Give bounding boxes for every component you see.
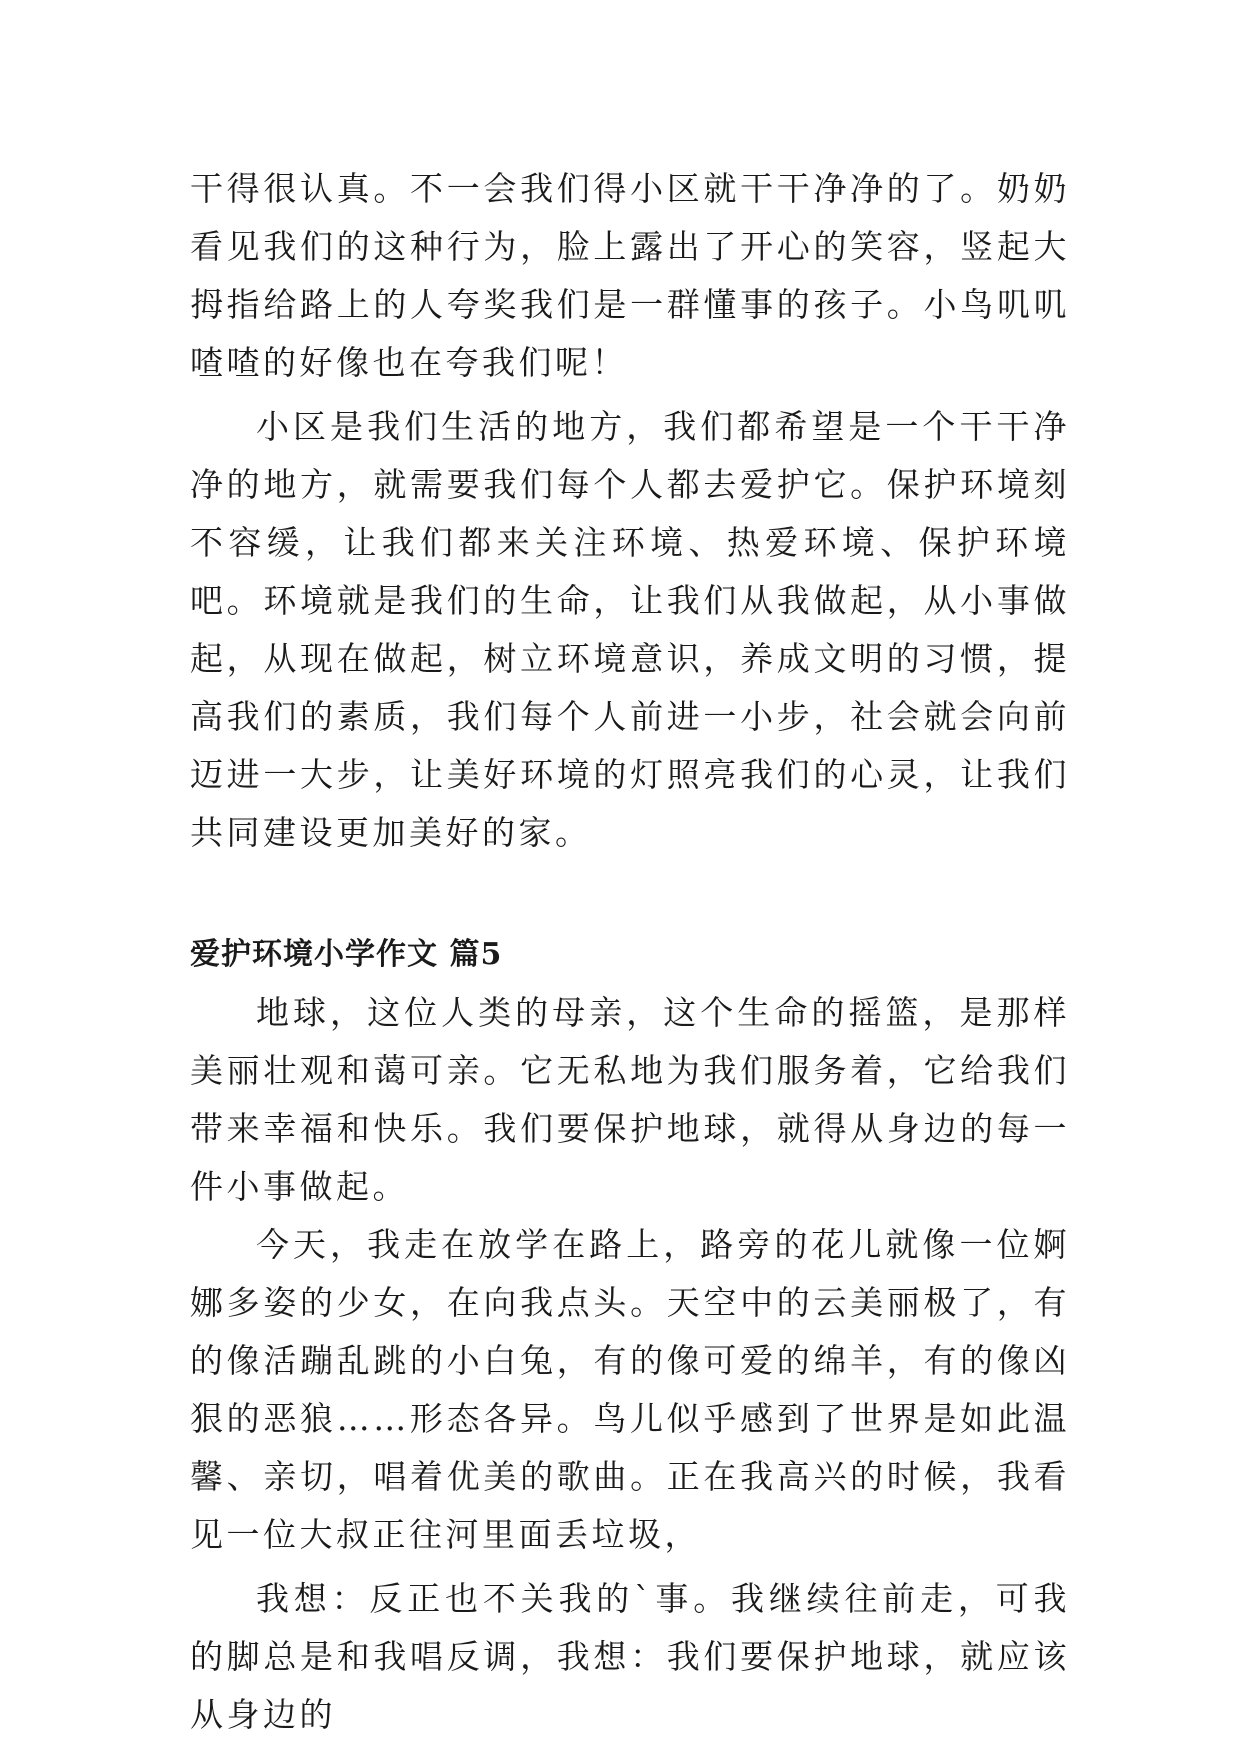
- section-heading: 爱护环境小学作文 篇5: [190, 937, 503, 972]
- body-paragraph: 地球，这位人类的母亲，这个生命的摇篮，是那样美丽壮观和蔼可亲。它无私地为我们服务着，它给我们带来幸福和快乐。我们要保护地球，就得从身边的每一件小事做起。: [190, 993, 1070, 1206]
- intro-paragraph: 干得很认真。不一会我们得小区就干干净净的了。奶奶看见我们的这种行为，脸上露出了开心的笑容，竖起大拇指给路上的人夸奖我们是一群懂事的孩子。小鸟叽叽喳喳的好像也在夸我们呢！: [190, 169, 1070, 382]
- body-paragraph: 今天，我走在放学在路上，路旁的花儿就像一位婀娜多姿的少女，在向我点头。天空中的云美丽极了，有的像活蹦乱跳的小白兔，有的像可爱的绵羊，有的像凶狠的恶狼……形态各异。鸟儿似乎感到了世界是如此温馨、亲切，唱着优美的歌曲。正在我高兴的时候，我看见一位大叔正往河里面丢垃圾，: [190, 1225, 1070, 1554]
- conclusion-paragraph: 小区是我们生活的地方，我们都希望是一个干干净净的地方，就需要我们每个人都去爱护它。保护环境刻不容缓，让我们都来关注环境、热爱环境、保护环境吧。环境就是我们的生命，让我们从我做起，从小事做起，从现在做起，树立环境意识，养成文明的习惯，提高我们的素质，我们每个人前进一小步，社会就会向前迈进一大步，让美好环境的灯照亮我们的心灵，让我们共同建设更加美好的家。: [190, 407, 1070, 852]
- body-paragraph: 我想：反正也不关我的`事。我继续往前走，可我的脚总是和我唱反调，我想：我们要保护地球，就应该从身边的: [190, 1579, 1070, 1734]
- document-page: [190, 160, 1070, 1744]
